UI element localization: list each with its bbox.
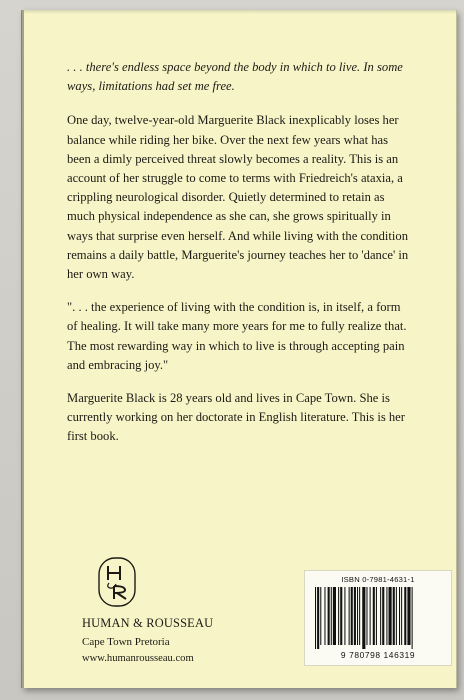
barcode-digits: 9 780798 146319 [340, 650, 416, 660]
publisher-cities: Cape Town Pretoria [82, 636, 170, 648]
hr-monogram-icon [98, 557, 136, 607]
barcode-bars [315, 587, 443, 649]
publisher-website: www.humanrousseau.com [82, 653, 194, 664]
author-quote: ". . . the experience of living with the condition is, in itself, a form of healing. It will take many more years for me to fully realize that. The most rewarding way in which to live is through accepting pain and embracing joy." [67, 300, 407, 372]
publisher-logo-icon [98, 557, 136, 607]
author-bio: Marguerite Black is 28 years old and lives in Cape Town. She is currently working on her doctorate in English literature. This is her first book. [67, 391, 405, 444]
barcode-bars-graphic [315, 587, 443, 649]
book-back-cover [22, 10, 457, 688]
summary-paragraph: One day, twelve-year-old Marguerite Black inexplicably loses her balance while riding her bike. Over the next few years what has been a dimly perceived threat slowly becomes a reality. This is an account of her struggle to come to terms with Friedreich's ataxia, a crippling neurological disorder. Quietly determined to retain as much physical independence as she can, she grows spiritually in ways that surprise even herself. And while living with the condition remains a daily battle, Marguerite's journey teaches her to 'dance' in her own way. [67, 113, 409, 282]
epigraph: . . . there's endless space beyond the body in which to live. In some ways, limitations had set me free. [67, 60, 403, 94]
publisher-name: HUMAN & ROUSSEAU [82, 616, 214, 630]
publisher-block [82, 557, 282, 667]
cover-copy [67, 58, 409, 447]
isbn-barcode [304, 570, 452, 666]
isbn-label: ISBN 0-7981-4631-1 [341, 575, 415, 584]
